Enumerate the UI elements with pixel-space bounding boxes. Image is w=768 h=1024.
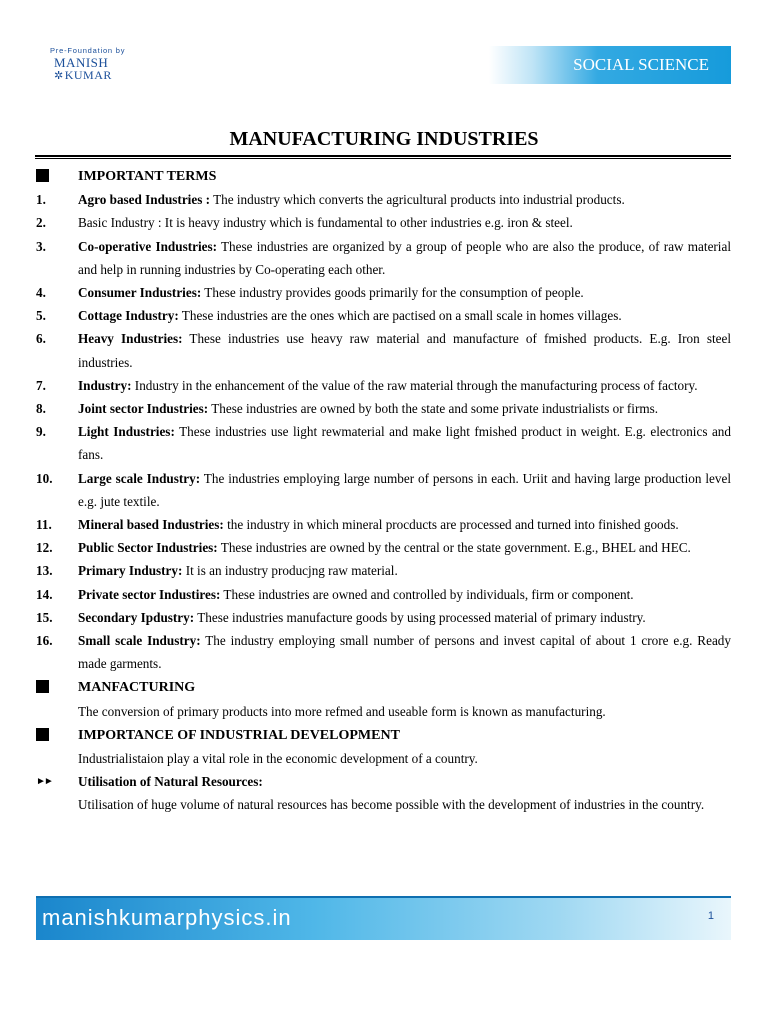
footer-banner [36, 896, 731, 940]
term-item [36, 188, 731, 211]
subheading-utilisation: ►► Utilisation of Natural Resources: [36, 770, 731, 793]
term-name: Consumer Industries: [78, 285, 202, 301]
term-number: 3. [36, 238, 46, 254]
term-name: Large scale Industry: [78, 470, 201, 486]
title-divider-thin [35, 158, 731, 159]
term-definition: Basic Industry : It is heavy industry which is fundamental to other industries e.g. iron & steel. [78, 215, 573, 231]
term-definition: These industries are owned and controlled by individuals, firm or component. [220, 586, 634, 602]
double-arrow-bullet-icon: ►► [36, 776, 52, 788]
logo-tagline: Pre-Foundation by [50, 46, 126, 55]
term-definition: These industries are organized by a group of people who are also the produce, of raw material and help in running industries by Co-operating each other. [78, 238, 731, 277]
page-title: MANUFACTURING INDUSTRIES [229, 128, 539, 150]
page-number: 1 [707, 910, 714, 922]
term-number: 4. [36, 285, 46, 301]
term-name: Public Sector Industries: [78, 540, 218, 556]
logo-name-last [54, 68, 112, 83]
term-name: Co-operative Industries: [78, 238, 218, 254]
term-item [36, 467, 731, 513]
term-number: 2. [36, 215, 46, 231]
term-name: Secondary Ipdustry: [78, 609, 195, 625]
term-name: Mineral based Industries: [78, 517, 224, 533]
term-name: Light Industries: [78, 424, 175, 440]
utilisation-paragraph: Utilisation of huge volume of natural resources has become possible with the development of industries in the country. [78, 797, 705, 813]
term-definition: The industry employing small number of persons and invest capital of about 1 crore e.g. Ready made garments. [78, 633, 731, 672]
gear-icon: ✲ [54, 70, 64, 82]
term-name: Joint sector Industries: [78, 401, 209, 417]
term-item [36, 583, 731, 606]
term-item [36, 304, 731, 327]
term-item [36, 235, 731, 281]
term-item [36, 629, 731, 675]
term-item [36, 559, 731, 582]
term-item [36, 513, 731, 536]
term-number: 6. [36, 331, 46, 347]
importance-paragraph: Industrialistaion play a vital role in the economic development of a country. [78, 751, 478, 767]
term-number: 11. [36, 517, 52, 533]
document-body [36, 164, 731, 817]
square-bullet-icon [36, 164, 49, 189]
term-definition: The industries employing large number of persons in each. Uriit and having large production level e.g. jute textile. [78, 470, 731, 509]
term-definition: These industries are owned by the central or the state government. E.g., BHEL and HEC. [217, 540, 691, 556]
term-number: 14. [36, 586, 53, 602]
term-name: Heavy Industries: [78, 331, 183, 347]
term-number: 15. [36, 609, 53, 625]
term-item [36, 281, 731, 304]
term-item [36, 420, 731, 466]
term-name: Small scale Industry: [78, 633, 201, 649]
term-name: Agro based Industries : [78, 192, 211, 208]
term-item [36, 397, 731, 420]
logo [46, 44, 156, 90]
term-item [36, 606, 731, 629]
term-definition: These industries are owned by both the state and some private industrialists or firms. [208, 401, 659, 417]
term-number: 7. [36, 377, 46, 393]
term-name: Industry: [78, 377, 132, 393]
term-name: Cottage Industry: [78, 308, 179, 324]
section-heading-manufacturing: MANFACTURING [36, 675, 731, 699]
term-item [36, 327, 731, 373]
square-bullet-icon [36, 675, 49, 700]
term-definition: The industry which converts the agricultural products into industrial products. [210, 192, 625, 208]
terms-list [36, 188, 731, 675]
logo-name-last-text: KUMAR [64, 68, 112, 82]
manufacturing-paragraph: The conversion of primary products into more refmed and useable form is known as manufacturing. [78, 703, 606, 719]
term-item [36, 211, 731, 234]
term-item [36, 536, 731, 559]
term-number: 8. [36, 401, 46, 417]
term-number: 9. [36, 424, 46, 440]
term-definition: These industries are the ones which are pactised on a small scale in homes villages. [178, 308, 622, 324]
footer-site-url: manishkumarphysics.in [42, 905, 292, 930]
term-number: 16. [36, 633, 53, 649]
term-number: 1. [36, 192, 46, 208]
term-definition: These industries manufacture goods by using processed material of primary industry. [194, 609, 646, 625]
term-definition: These industries use light rewmaterial and make light fmished product in weight. E.g. electronics and fans. [78, 424, 731, 463]
section-heading-importance: IMPORTANCE OF INDUSTRIAL DEVELOPMENT [36, 723, 731, 747]
term-definition: These industries use heavy raw material and manufacture of fmished products. E.g. Iron steel industries. [78, 331, 731, 370]
term-item [36, 374, 731, 397]
subject-banner [489, 46, 731, 84]
term-name: Primary Industry: [78, 563, 183, 579]
term-number: 10. [36, 470, 53, 486]
term-number: 5. [36, 308, 46, 324]
section-heading-terms: IMPORTANT TERMS [36, 164, 731, 188]
term-definition: the industry in which mineral procducts are processed and turned into finished goods. [223, 517, 679, 533]
square-bullet-icon [36, 723, 49, 748]
logo-name-first: MANISH [54, 55, 109, 70]
term-number: 13. [36, 563, 53, 579]
term-number: 12. [36, 540, 53, 556]
term-definition: Industry in the enhancement of the value of the raw material through the manufacturing process of factory. [131, 377, 698, 393]
term-definition: These industry provides goods primarily for the consumption of people. [201, 285, 584, 301]
subject-label: SOCIAL SCIENCE [573, 55, 709, 74]
term-name: Private sector Industires: [78, 586, 221, 602]
title-divider [35, 155, 731, 157]
term-definition: It is an industry producjng raw material. [182, 563, 398, 579]
